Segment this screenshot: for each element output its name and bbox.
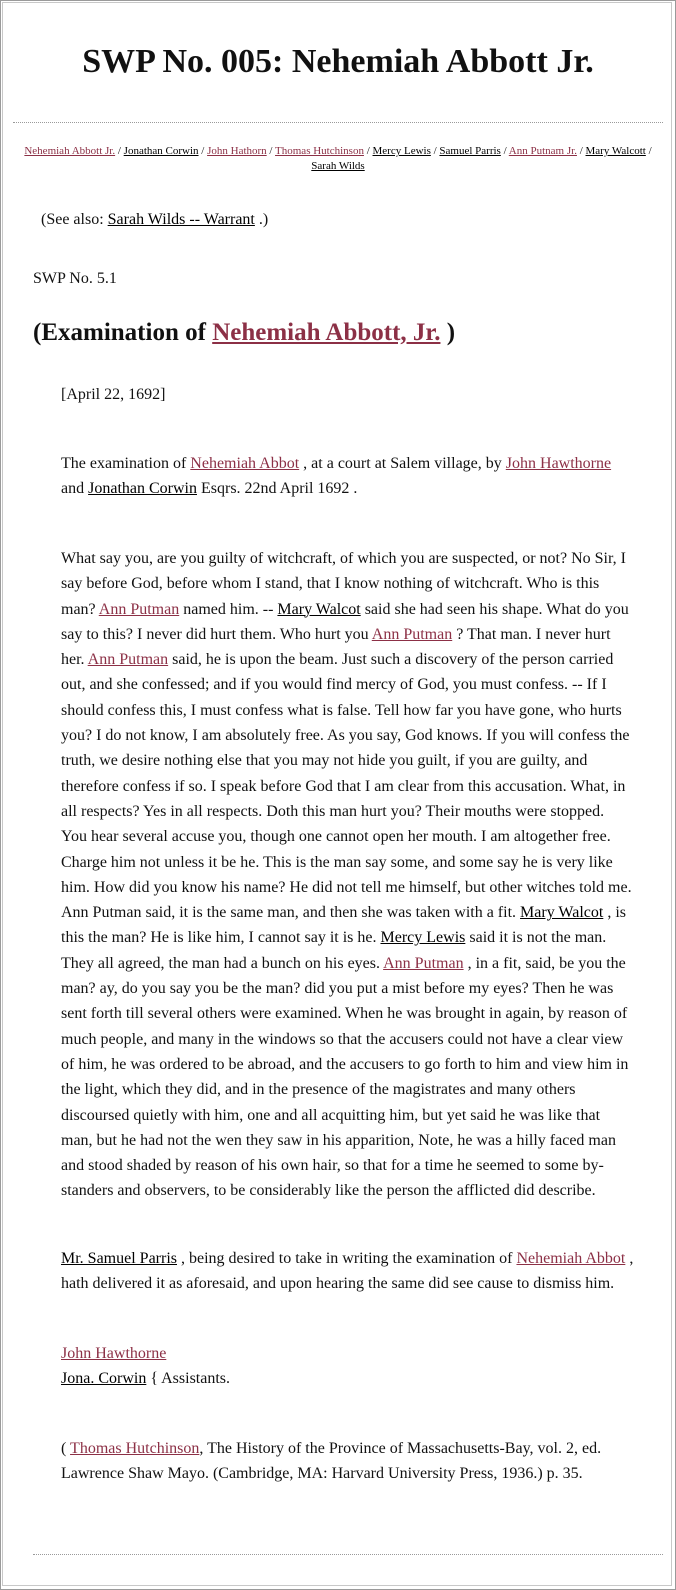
intro-line-2: and Jonathan Corwin Esqrs. 22nd April 1692 . [61,480,358,498]
examination-heading [33,317,455,349]
link-ann-putman[interactable]: Ann Putman [87,651,169,669]
bottom-divider [33,1554,663,1555]
names-nav-separator: / [500,145,509,157]
transcript-line: this the man? He is like him, I cannot say it is he. Mercy Lewis said it is not the man. [61,929,607,947]
link-mary-walcot[interactable]: Mary Walcot [520,904,604,922]
signature-line-1 [61,1341,636,1366]
names-nav-link[interactable]: Jonathan Corwin [123,145,199,157]
names-navigation [16,144,660,174]
transcript-line: her. Ann Putman said, he is upon the beam. Just such a discovery of the person carried [61,651,614,669]
names-nav-separator: / [363,145,373,157]
transcript-line: Ann Putman said, it is the same man, and then she was taken with a fit. Mary Walcot , is [61,904,626,922]
transcript-line: standers and observers, to be considerably like the person the afflicted did describe. [61,1182,596,1200]
transcript-line: out, and she confessed; and if you would find mercy of God, you must confess. -- If I [61,676,607,694]
link-samuel-parris[interactable]: Mr. Samuel Parris [61,1250,177,1267]
names-nav-separator: / [576,145,586,157]
transcript-line: sent forth till several others were examined. When he was brought in again, by reason of [61,1005,628,1023]
parris-line-2: hath delivered it as aforesaid, and upon hearing the same did see cause to dismiss him. [61,1275,615,1293]
citation-line-2: Lawrence Shaw Mayo. (Cambridge, MA: Harvard University Press, 1936.) p. 35. [61,1465,583,1483]
names-nav-link[interactable]: Sarah Wilds [311,160,365,172]
examination-transcript [61,546,636,1204]
transcript-line: should confess this, I must confess what is false. Tell how far you have gone, who hurts [61,701,622,719]
document-date: [April 22, 1692] [61,386,166,403]
names-nav-link[interactable]: Mercy Lewis [372,145,431,157]
exam-heading-link[interactable]: Nehemiah Abbott, Jr. [212,319,441,346]
transcript-line: man? ay, do you say you be the man? did you put a mist before my eyes? Then he was [61,980,614,998]
names-nav-link[interactable]: Ann Putnam Jr. [508,145,577,157]
transcript-line: of him, he was ordered to be abroad, and the accusers to go forth to him and view him in [61,1055,629,1073]
names-nav-separator: / [266,145,276,157]
transcript-line: much people, and many in the windows so that the accusers could not have a clear view [61,1030,624,1048]
link-mary-walcot[interactable]: Mary Walcot [277,600,361,618]
transcript-line: you? I do not know, I am absolutely free. As you say, God knows. If you will confess the [61,727,630,745]
transcript-line: What say you, are you guilty of witchcraft, of which you are suspected, or not? No Sir, I [61,550,626,567]
intro-link-john-hawthorne[interactable]: John Hawthorne [505,455,612,472]
link-nehemiah-abbot[interactable]: Nehemiah Abbot [516,1250,626,1267]
transcript-line: say before God, before whom I stand, that I know nothing of witchcraft. Who is this [61,575,600,593]
transcript-line: Charge him not unless it be he. This is the man say some, and some say he is very like [61,853,613,871]
transcript-line: They all agreed, the man had a bunch on his eyes. Ann Putman , in a fit, said, be you the [61,954,626,972]
names-nav-link[interactable]: Nehemiah Abbott Jr. [24,145,116,157]
intro-link-jonathan-corwin[interactable]: Jonathan Corwin [88,480,197,498]
transcript-line: him. How did you know his name? He did not tell me himself, but other witches told me. [61,878,632,896]
citation-line-1: ( Thomas Hutchinson, The History of the Province of Massachusetts-Bay, vol. 2, ed. [61,1440,602,1457]
exam-heading-suffix: ) [440,319,456,346]
swp-number: SWP No. 5.1 [33,270,117,287]
link-thomas-hutchinson[interactable]: Thomas Hutchinson [70,1440,200,1457]
link-john-hawthorne[interactable]: John Hawthorne [61,1345,167,1362]
names-nav-link[interactable]: Mary Walcott [585,145,646,157]
citation [61,1436,636,1487]
link-mercy-lewis[interactable]: Mercy Lewis [380,929,466,947]
signatures [61,1341,636,1392]
intro-line-1: The examination of Nehemiah Abbot , at a court at Salem village, by John Hawthorne [61,455,612,472]
top-divider [13,122,663,123]
page-title: SWP No. 005: Nehemiah Abbott Jr. [82,43,594,80]
see-also-link[interactable]: Sarah Wilds -- Warrant [107,211,255,228]
see-also-prefix: (See also: [41,211,108,228]
names-nav-link[interactable]: John Hathorn [207,145,267,157]
transcript-line: man, but he had not the wen they saw in his apparition, Note, he was a hilly faced man [61,1131,616,1149]
signature-line-2: Jona. Corwin { Assistants. [61,1370,231,1388]
names-nav-link[interactable]: Thomas Hutchinson [275,145,364,157]
transcript-line: and stood shaded by reason of his own hair, so that for a time he seemed to some by- [61,1157,604,1175]
transcript-line: the light, which they did, and in the presence of the magistrates and many others [61,1081,576,1099]
link-ann-putman[interactable]: Ann Putman [383,954,464,972]
names-nav-separator: / [115,145,124,157]
transcript-line: all respects? Yes in all respects. Doth this man hurt you? Their mouths were stopped. [61,802,605,820]
see-also-note [41,209,268,231]
transcript-line: You hear several accuse you, though one cannot open her mouth. I am altogether free. [61,828,611,846]
transcript-line: truth, we desire nothing else that you may not hide you guilt, if you are guilty, and [61,752,588,770]
transcript-line: discoursed quietly with him, one and all acquitting him, but yet said he was like that [61,1106,601,1124]
transcript-line: say to this? I never did hurt them. Who hurt you Ann Putman ? That man. I never hurt [61,625,611,643]
link-ann-putman[interactable]: Ann Putman [98,600,180,618]
intro-paragraph [61,451,636,502]
names-nav-link[interactable]: Samuel Parris [439,145,501,157]
transcript-line: therefore confess if so. I speak before God that I am clear from this accusation. What, in [61,777,626,795]
parris-line-1: Mr. Samuel Parris , being desired to take in writing the examination of Nehemiah Abbot , [61,1250,634,1267]
names-nav-separator: / [645,145,652,157]
link-jona-corwin[interactable]: Jona. Corwin [61,1370,147,1388]
see-also-suffix: .) [254,211,269,228]
exam-heading-prefix: (Examination of [33,319,213,346]
names-nav-separator: / [430,145,440,157]
intro-link-nehemiah-abbot[interactable]: Nehemiah Abbot [190,455,300,472]
names-nav-separator: / [198,145,208,157]
parris-paragraph [61,1246,636,1297]
link-ann-putman[interactable]: Ann Putman [371,625,453,643]
transcript-line: man? Ann Putman named him. -- Mary Walcot said she had seen his shape. What do you [61,600,629,618]
